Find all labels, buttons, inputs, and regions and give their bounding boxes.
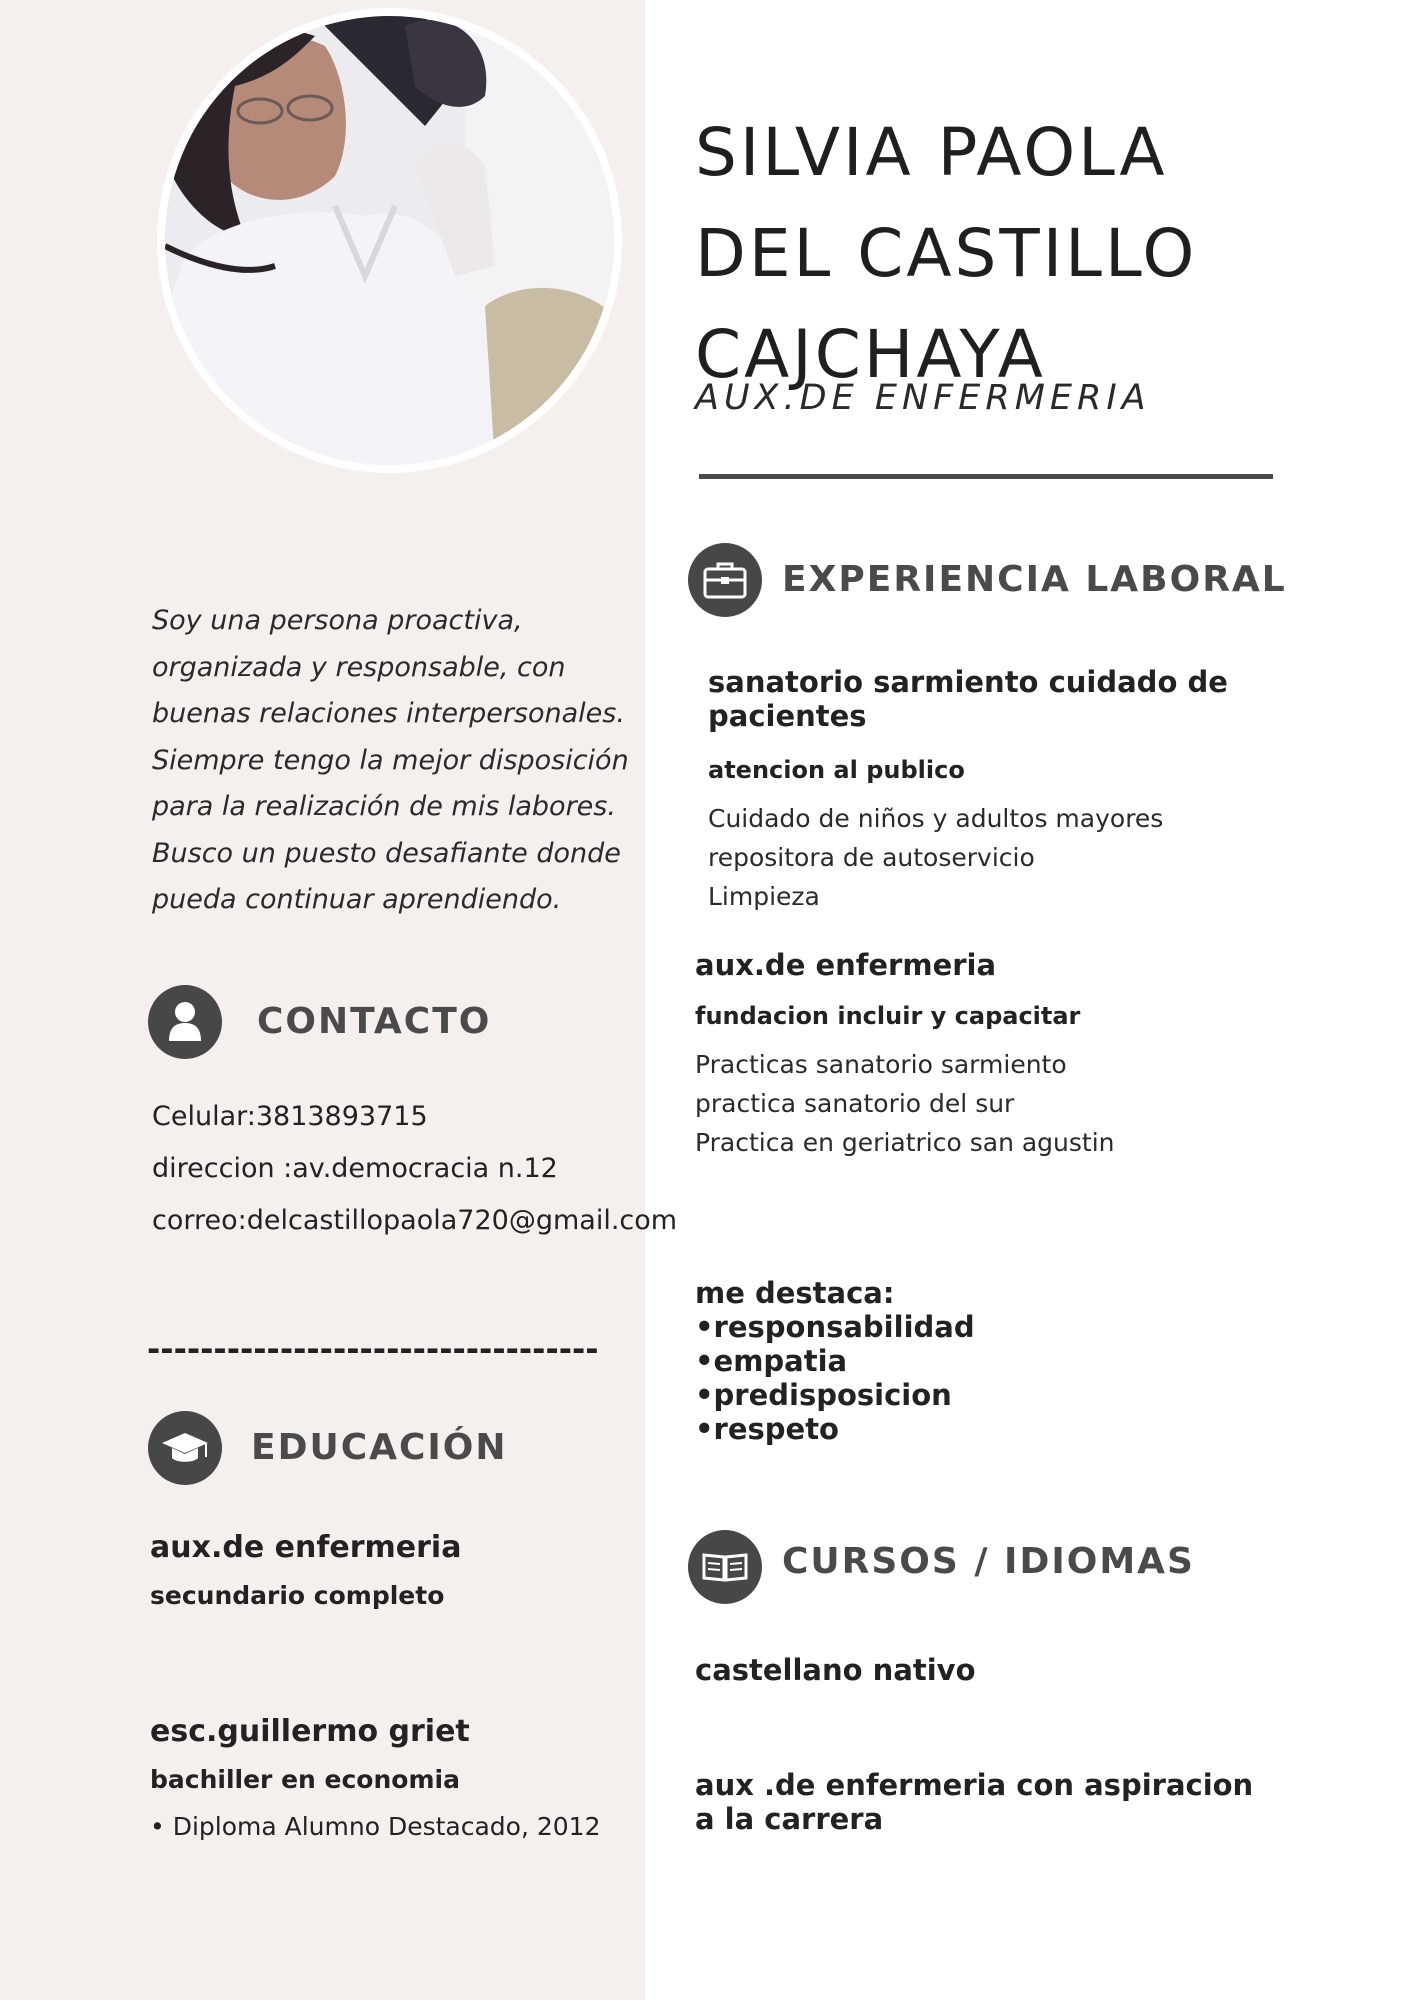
briefcase-icon [688, 543, 762, 617]
person-icon [148, 985, 222, 1059]
job-duty: Limpieza [708, 882, 820, 911]
job-duty: practica sanatorio del sur [695, 1089, 1015, 1118]
contact-address: direccion :av.democracia n.12 [152, 1153, 558, 1184]
education-subtitle: bachiller en economia [150, 1765, 460, 1794]
job-subtitle: atencion al publico [708, 756, 965, 784]
contact-heading: CONTACTO [257, 1001, 492, 1042]
profile-photo [165, 16, 614, 465]
graduation-cap-icon [148, 1411, 222, 1485]
job-duty: Practica en geriatrico san agustin [695, 1128, 1115, 1157]
course-item: castellano nativo [695, 1653, 976, 1687]
highlight-item: •predisposicion [695, 1378, 952, 1412]
job-duty: Practicas sanatorio sarmiento [695, 1050, 1067, 1079]
highlight-item: •respeto [695, 1412, 839, 1446]
profile-photo-frame [157, 8, 622, 473]
education-bullet: • Diploma Alumno Destacado, 2012 [150, 1812, 601, 1841]
profile-summary: Soy una persona proactiva, organizada y responsable, con buenas relaciones interpersonales. Siempre tengo la mejor disposición para la realización de mis labores. Busco un puesto desafiante donde pueda continuar aprendiendo. [152, 605, 629, 915]
contact-phone: Celular:3813893715 [152, 1101, 428, 1132]
education-title: esc.guillermo griet [150, 1714, 470, 1749]
name-line: CAJCHAYA [695, 316, 1046, 393]
job-subtitle: fundacion incluir y capacitar [695, 1002, 1081, 1030]
name-line: SILVIA PAOLA [695, 114, 1168, 191]
contact-divider: ---------------------------------- [147, 1330, 599, 1368]
education-title: aux.de enfermeria [150, 1530, 462, 1565]
job-duty: Cuidado de niños y adultos mayores [708, 804, 1164, 833]
experience-heading: EXPERIENCIA LABORAL [782, 559, 1287, 600]
course-item: aux .de enfermeria con aspiracion a la carrera [695, 1768, 1254, 1836]
book-icon [688, 1530, 762, 1604]
job-title: sanatorio sarmiento cuidado de pacientes [708, 665, 1228, 733]
job-duty: repositora de autoservicio [708, 843, 1035, 872]
highlight-item: •empatia [695, 1344, 848, 1378]
highlights-list [695, 1276, 975, 1446]
courses-heading: CURSOS / IDIOMAS [782, 1541, 1195, 1582]
education-subtitle: secundario completo [150, 1581, 445, 1610]
job-title: aux.de enfermeria [695, 948, 997, 982]
education-heading: EDUCACIÓN [251, 1427, 508, 1468]
highlight-item: •responsabilidad [695, 1310, 975, 1344]
contact-email: correo:delcastillopaola720@gmail.com [152, 1205, 678, 1236]
candidate-name [695, 102, 1197, 405]
highlights-heading: me destaca: [695, 1276, 895, 1310]
job-role: AUX.DE ENFERMERIA [695, 378, 1151, 418]
name-line: DEL CASTILLO [695, 215, 1198, 292]
header-divider [699, 474, 1273, 479]
